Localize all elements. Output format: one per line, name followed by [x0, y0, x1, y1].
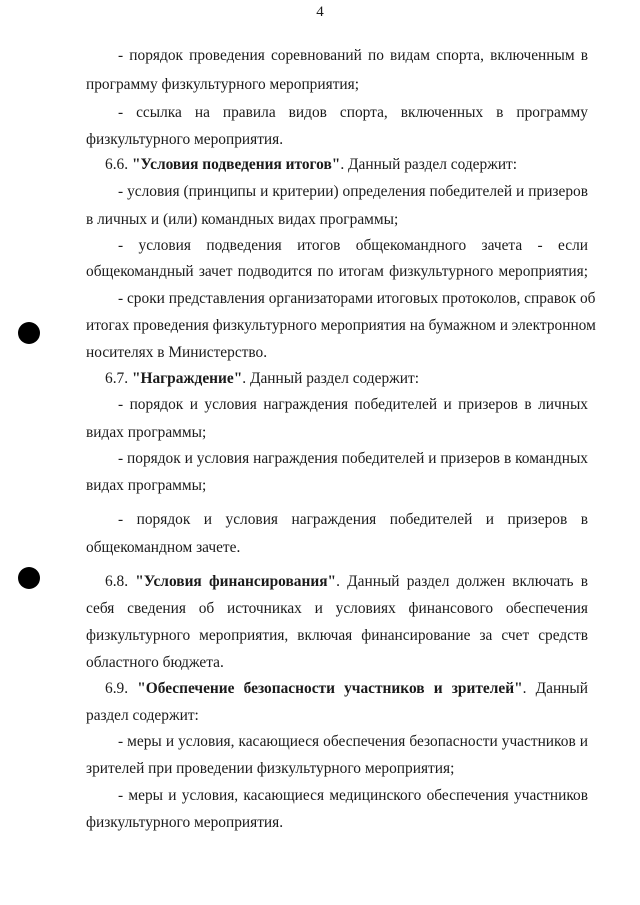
- text-line: - порядок и условия награждения победителей и призеров в командных: [118, 450, 588, 467]
- section-intro: . Данный раздел содержит:: [340, 156, 518, 173]
- text-line: видах программы;: [86, 424, 207, 441]
- section-heading-6-6: [105, 155, 588, 175]
- section-heading-6-8: [105, 572, 588, 592]
- text-line: общекомандный зачет подводится по итогам физкультурного мероприятия;: [86, 263, 588, 280]
- section-number: 6.8.: [105, 573, 136, 590]
- text-line: - ссылка на правила видов спорта, включенных в программу: [118, 104, 588, 121]
- text-line: - порядок и условия награждения победителей и призеров в личных: [118, 396, 588, 413]
- text-line: физкультурного мероприятия, включая финансирование за счет средств: [86, 627, 588, 644]
- text-line: - меры и условия, касающиеся обеспечения безопасности участников и: [118, 733, 588, 750]
- text-line: общекомандном зачете.: [86, 539, 241, 556]
- text-line: - меры и условия, касающиеся медицинского обеспечения участников: [118, 787, 588, 804]
- text-line: - условия подведения итогов общекомандного зачета - если: [118, 237, 588, 254]
- text-line: - условия (принципы и критерии) определения победителей и призеров: [118, 183, 588, 200]
- section-number: 6.6.: [105, 156, 132, 173]
- text-line: зрителей при проведении физкультурного мероприятия;: [86, 760, 455, 777]
- text-line: физкультурного мероприятия.: [86, 131, 284, 148]
- section-intro: . Данный раздел должен включать в: [336, 573, 588, 590]
- text-line: - сроки представления организаторами итоговых протоколов, справок об: [118, 290, 596, 307]
- text-line: - порядок и условия награждения победителей и призеров в: [118, 511, 588, 528]
- section-intro: . Данный раздел содержит:: [242, 370, 420, 387]
- punch-hole-top: [18, 322, 40, 344]
- text-line: физкультурного мероприятия.: [86, 814, 284, 831]
- section-title: "Обеспечение безопасности участников и зрителей": [137, 680, 523, 697]
- section-title: "Условия финансирования": [135, 573, 337, 590]
- text-line: носителях в Министерство.: [86, 344, 268, 361]
- text-line: программу физкультурного мероприятия;: [86, 76, 360, 93]
- punch-hole-bottom: [18, 567, 40, 589]
- section-intro: . Данный: [522, 680, 588, 697]
- text-line: себя сведения об источниках и условиях финансового обеспечения: [86, 600, 588, 617]
- section-heading-6-9: [105, 679, 588, 699]
- section-number: 6.9.: [105, 680, 138, 697]
- text-line: в личных и (или) командных видах программы;: [86, 211, 399, 228]
- section-heading-6-7: [105, 369, 588, 389]
- section-title: "Условия подведения итогов": [131, 156, 341, 173]
- text-line: - порядок проведения соревнований по видам спорта, включенным в: [118, 47, 588, 64]
- section-number: 6.7.: [105, 370, 132, 387]
- section-title: "Награждение": [131, 370, 243, 387]
- text-line: областного бюджета.: [86, 654, 224, 671]
- text-line: видах программы;: [86, 477, 207, 494]
- text-line: раздел содержит:: [86, 707, 199, 724]
- page-number: 4: [316, 4, 324, 20]
- text-line: итогах проведения физкультурного мероприятия на бумажном и электронном: [86, 317, 596, 334]
